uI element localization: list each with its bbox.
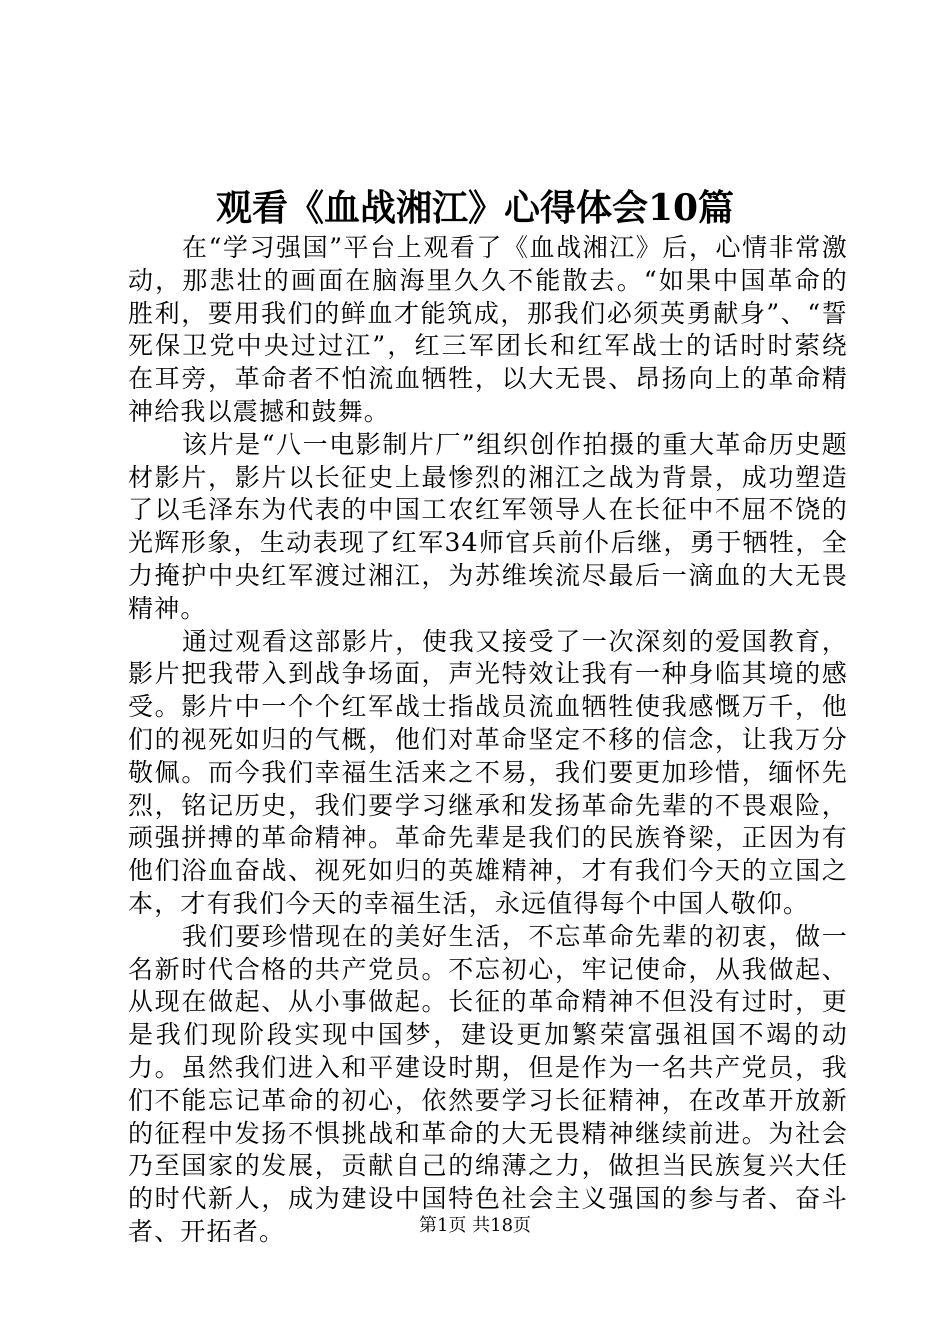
paragraph-1: 在“学习强国”平台上观看了《血战湘江》后，心情非常激动，那悲壮的画面在脑海里久久不能散去。“如果中国革命的胜利，要用我们的鲜血才能筑成，那我们必须英勇献身”、“誓死保卫党中央过过江”，红三军团长和红军战士的话时时萦绕在耳旁，革命者不怕流血牺牲，以大无畏、昂扬向上的革命精神给我以震撼和鼓舞。 — [128, 233, 848, 426]
document-body — [128, 232, 848, 1249]
document-title: 观看《血战湘江》心得体会10篇 — [215, 187, 735, 229]
paragraph-2: 该片是“八一电影制片厂”组织创作拍摄的重大革命历史题材影片，影片以长征史上最惨烈的湘江之战为背景，成功塑造了以毛泽东为代表的中国工农红军领导人在长征中不屈不饶的光辉形象，生动表现了红军34师官兵前仆后继，勇于牺牲，全力掩护中央红军渡过湘江，为苏维埃流尽最后一滴血的大无畏精神。 — [128, 429, 848, 623]
paragraph-3: 通过观看这部影片，使我又接受了一次深刻的爱国教育，影片把我带入到战争场面，声光特效让我有一种身临其境的感受。影片中一个个红军战士指战员流血牺牲使我感慨万千，他们的视死如归的气概，他们对革命坚定不移的信念，让我万分敬佩。而今我们幸福生活来之不易，我们要更加珍惜，缅怀先烈，铭记历史，我们要学习继承和发扬革命先辈的不畏艰险，顽强拼搏的革命精神。革命先辈是我们的民族脊梁，正因为有他们浴血奋战、视死如归的英雄精神，才有我们今天的立国之本，才有我们今天的幸福生活，永远值得每个中国人敬仰。 — [128, 626, 848, 918]
paragraph-4: 我们要珍惜现在的美好生活，不忘革命先辈的初衷，做一名新时代合格的共产党员。不忘初心，牢记使命，从我做起、从现在做起、从小事做起。长征的革命精神不但没有过时，更是我们现阶段实现中国梦，建设更加繁荣富强祖国不竭的动力。虽然我们进入和平建设时期，但是作为一名共产党员，我们不能忘记革命的初心，依然要学习长征精神，在改革开放新的征程中发扬不惧挑战和革命的大无畏精神继续前进。为社会乃至国家的发展，贡献自己的绵薄之力，做担当民族复兴大任的时代新人，成为建设中国特色社会主义强国的参与者、奋斗者、开拓者。 — [128, 921, 848, 1246]
page-number-footer: 第1页 共18页 — [418, 1215, 532, 1236]
